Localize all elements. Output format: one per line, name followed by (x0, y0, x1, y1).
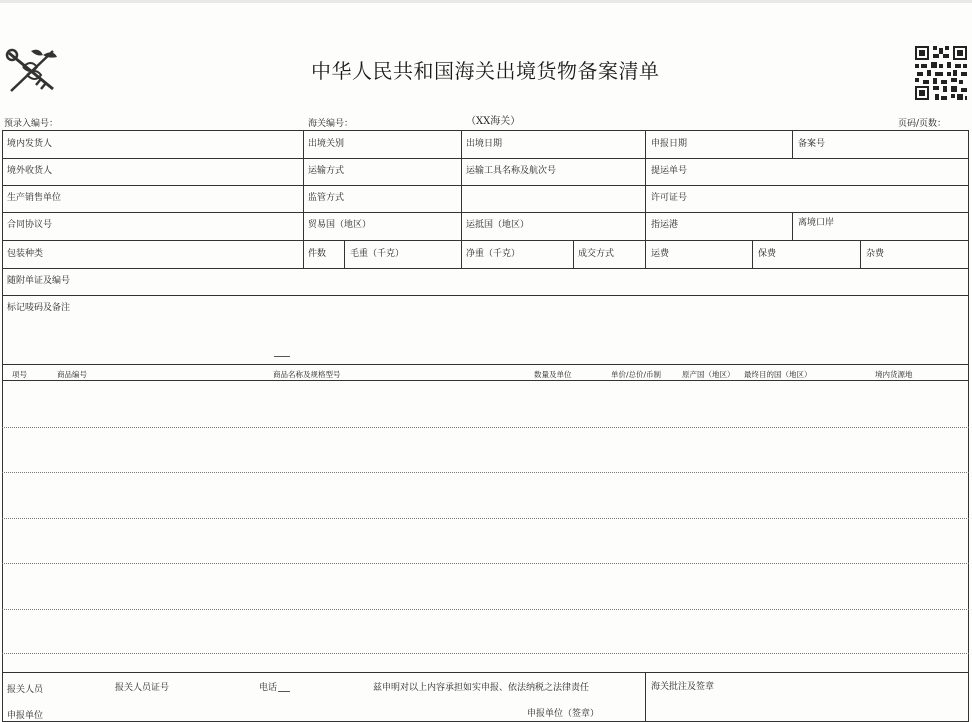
phone-field[interactable]: 电话 (259, 683, 278, 693)
goods-row[interactable] (3, 519, 968, 563)
transport-mode-field[interactable]: 运输方式 (308, 166, 345, 176)
contract-number-field[interactable]: 合同协议号 (7, 220, 53, 230)
marks-remarks-field[interactable]: 标记唛码及备注 (7, 303, 71, 313)
pieces-field[interactable]: 件数 (308, 249, 327, 259)
col-origin-country: 原产国（地区） (682, 370, 735, 379)
col-final-destination: 最终目的国（地区） (744, 370, 812, 379)
supervision-mode-field[interactable]: 监管方式 (308, 193, 345, 203)
customs-office: （XX海关） (466, 116, 521, 127)
filing-number-field[interactable]: 备案号 (798, 139, 826, 149)
producer-seller-field[interactable]: 生产销售单位 (7, 193, 62, 203)
misc-fees-field[interactable]: 杂费 (866, 249, 885, 259)
bill-of-lading-field[interactable]: 提运单号 (651, 166, 688, 176)
col-commodity-code: 商品编号 (57, 370, 87, 379)
exit-port-of-departure-field[interactable]: 离境口岸 (798, 218, 835, 228)
trading-country-field[interactable]: 贸易国（地区） (308, 220, 372, 230)
declaration-date-field[interactable]: 申报日期 (651, 139, 688, 149)
customs-approval-field[interactable]: 海关批注及签章 (651, 682, 715, 692)
goods-row[interactable] (3, 473, 968, 517)
col-domestic-source: 境内货源地 (875, 370, 913, 379)
gross-weight-field[interactable]: 毛重（千克） (350, 249, 405, 259)
legal-statement: 兹申明对以上内容承担如实申报、依法纳税之法律责任 (373, 683, 590, 693)
declaring-unit-field[interactable]: 申报单位 (7, 711, 44, 721)
goods-row[interactable] (3, 381, 968, 426)
documents-field[interactable]: 随附单证及编号 (7, 276, 71, 286)
customs-emblem-icon (3, 45, 61, 95)
net-weight-field[interactable]: 净重（千克） (466, 249, 521, 259)
goods-row[interactable] (3, 564, 968, 608)
page-info-label: 页码/页数： (898, 119, 947, 129)
form-title: 中华人民共和国海关出境货物备案清单 (311, 59, 660, 83)
phone-underline (278, 691, 290, 692)
scan-mark (274, 356, 290, 357)
declaring-unit-seal-field[interactable]: 申报单位（签章） (527, 709, 600, 719)
destination-country-field[interactable]: 运抵国（地区） (466, 220, 530, 230)
col-quantity-unit: 数量及单位 (534, 370, 572, 379)
goods-row[interactable] (3, 428, 968, 472)
package-type-field[interactable]: 包装种类 (7, 249, 44, 259)
declarant-cert-field[interactable]: 报关人员证号 (115, 683, 170, 693)
col-description: 商品名称及规格型号 (273, 370, 341, 379)
port-of-destination-field[interactable]: 指运港 (651, 220, 679, 230)
declarant-field[interactable]: 报关人员 (7, 685, 44, 695)
customs-number-label: 海关编号： (308, 119, 354, 129)
license-number-field[interactable]: 许可证号 (651, 193, 688, 203)
overseas-consignee-field[interactable]: 境外收货人 (7, 166, 53, 176)
paper-top-edge (0, 0, 972, 3)
insurance-field[interactable]: 保费 (758, 249, 777, 259)
col-item-no: 项号 (12, 370, 27, 379)
exit-date-field[interactable]: 出境日期 (466, 139, 503, 149)
goods-row[interactable] (3, 610, 968, 653)
transaction-mode-field[interactable]: 成交方式 (578, 249, 615, 259)
exit-port-field[interactable]: 出境关别 (308, 139, 345, 149)
pre-entry-number-label: 预录入编号： (4, 119, 59, 129)
qr-code-icon (915, 46, 967, 100)
freight-field[interactable]: 运费 (651, 249, 670, 259)
col-price-currency: 单价/总价/币制 (611, 370, 662, 379)
domestic-shipper-field[interactable]: 境内发货人 (7, 139, 53, 149)
transport-name-voyage-field[interactable]: 运输工具名称及航次号 (466, 166, 557, 176)
